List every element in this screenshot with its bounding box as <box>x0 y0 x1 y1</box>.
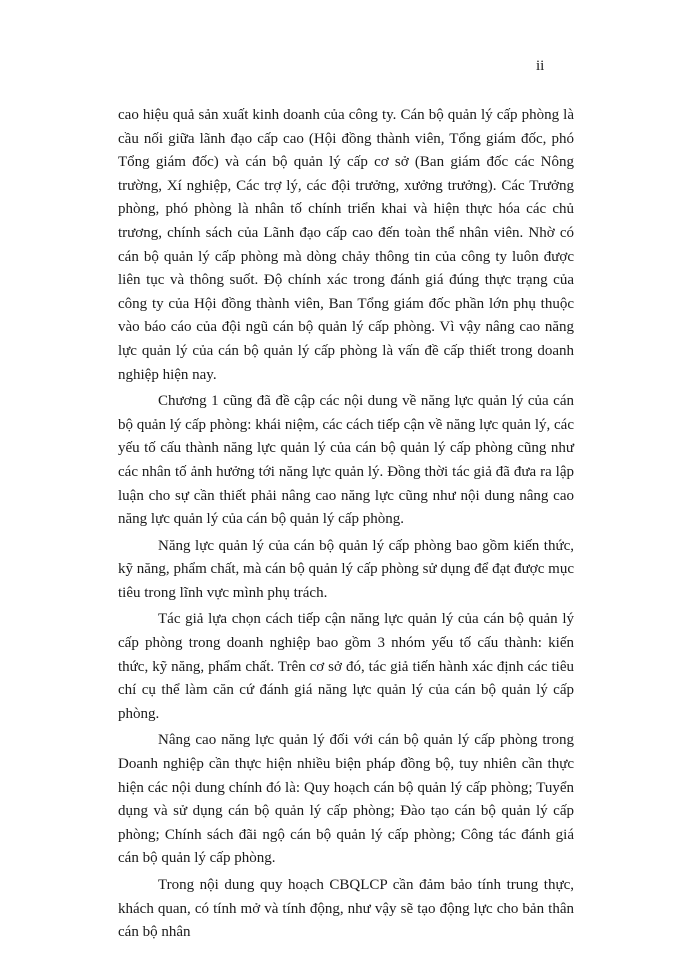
paragraph-2: Chương 1 cũng đã đề cập các nội dung về năng lực quản lý của cán bộ quản lý cấp phòng: khái niệm, các cách tiếp cận về năng lực quản lý, các yếu tố cấu thành năng lực quản lý của cán bộ quản lý cấp phòng cũng như các nhân tố ảnh hưởng tới năng lực quản lý. Đồng thời tác giả đã đưa ra lập luận cho sự cần thiết phải nâng cao năng lực cũng như nội dung nâng cao năng lực quản lý của cán bộ quản lý cấp phòng. <box>118 393 574 528</box>
paragraph-3: Năng lực quản lý của cán bộ quản lý cấp phòng bao gồm kiến thức, kỹ năng, phẩm chất, mà cán bộ quản lý cấp phòng sử dụng để đạt được mục tiêu trong lĩnh vực mình phụ trách. <box>118 537 574 601</box>
paragraph-5: Nâng cao năng lực quản lý đối với cán bộ quản lý cấp phòng trong Doanh nghiệp cần thực hiện nhiều biện pháp đồng bộ, tuy nhiên cần thực hiện các nội dung chính đó là: Quy hoạch cán bộ quản lý cấp phòng; Tuyển dụng và sử dụng cán bộ quản lý cấp phòng; Đào tạo cán bộ quản lý cấp phòng; Chính sách đãi ngộ cán bộ quản lý cấp phòng; Công tác đánh giá cán bộ quản lý cấp phòng. <box>118 732 574 867</box>
paragraph-4: Tác giả lựa chọn cách tiếp cận năng lực quản lý của cán bộ quản lý cấp phòng trong doanh nghiệp bao gồm 3 nhóm yếu tố cấu thành: kiến thức, kỹ năng, phẩm chất. Trên cơ sở đó, tác giả tiến hành xác định các tiêu chí cụ thể làm căn cứ đánh giá năng lực quản lý của cán bộ quản lý cấp phòng. <box>118 611 574 722</box>
paragraph-1: cao hiệu quả sản xuất kinh doanh của công ty. Cán bộ quản lý cấp phòng là cầu nối giữa lãnh đạo cấp cao (Hội đồng thành viên, Tổng giám đốc, phó Tổng giám đốc) và cán bộ quản lý cấp cơ sở (Ban giám đốc các Nông trường, Xí nghiệp, Các trợ lý, các đội trưởng, xưởng trưởng). Các Trưởng phòng, phó phòng là nhân tố chính triển khai và hiện thực hóa các chủ trương, chính sách của Lãnh đạo cấp cao đến toàn thể nhân viên. Nhờ có cán bộ quản lý cấp phòng mà dòng chảy thông tin của công ty luôn được liên tục và thông suốt. Độ chính xác trong đánh giá đúng thực trạng của công ty của Hội đồng thành viên, Ban Tổng giám đốc phần lớn phụ thuộc vào báo cáo của đội ngũ cán bộ quản lý cấp phòng. Vì vậy nâng cao năng lực quản lý của cán bộ quản lý cấp phòng là vấn đề cấp thiết trong doanh nghiệp hiện nay. <box>118 107 574 383</box>
paragraph-6: Trong nội dung quy hoạch CBQLCP cần đảm bảo tính trung thực, khách quan, có tính mở và tính động, như vậy sẽ tạo động lực cho bản thân cán bộ nhân <box>118 877 574 941</box>
document-body <box>118 104 574 945</box>
page-number: ii <box>536 58 545 74</box>
